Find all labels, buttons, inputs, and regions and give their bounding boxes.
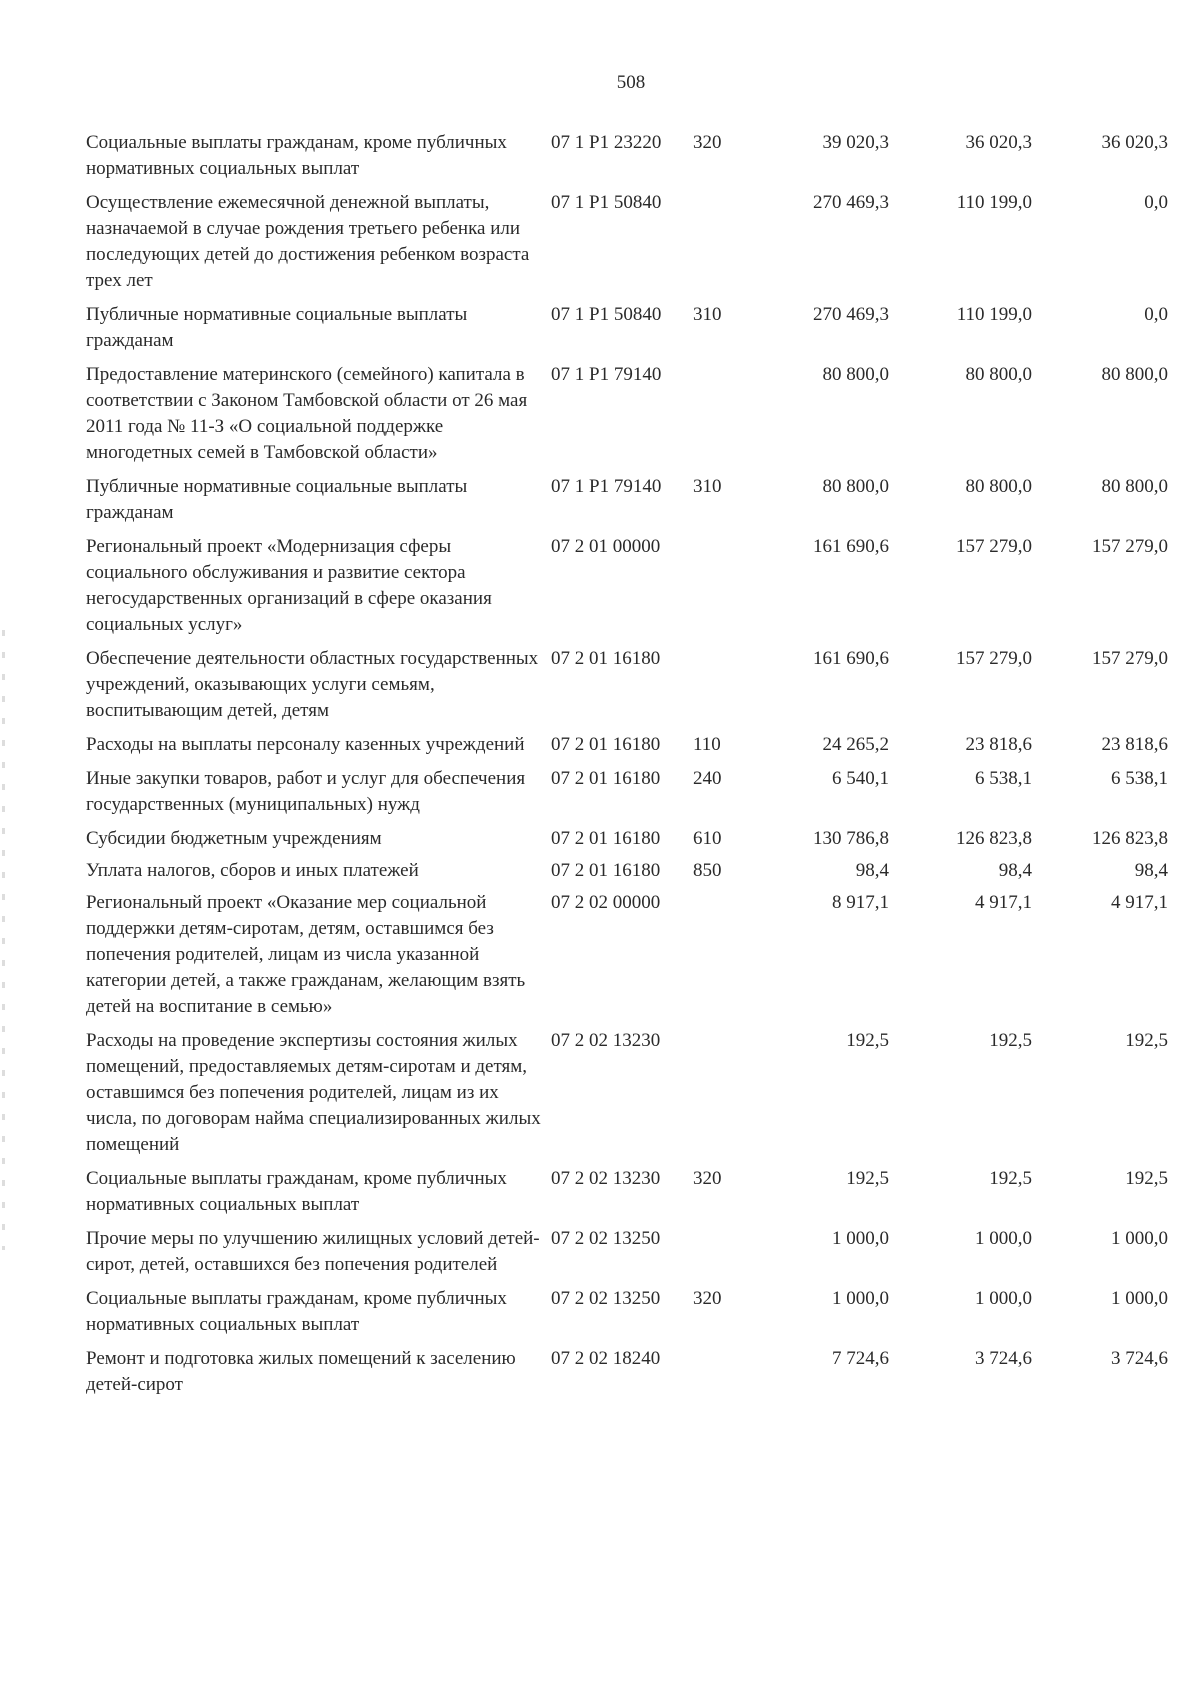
row-value-1: 80 800,0 [822, 364, 889, 385]
row-expense-type: 850 [693, 860, 722, 881]
row-code: 07 2 02 18240 [551, 1348, 661, 1369]
row-value-1: 270 469,3 [813, 304, 889, 325]
row-code: 07 1 P1 23220 [551, 132, 662, 153]
row-code: 07 1 P1 50840 [551, 192, 662, 213]
row-code: 07 2 01 16180 [551, 768, 661, 789]
row-value-3: 192,5 [1125, 1168, 1168, 1189]
row-expense-type: 310 [693, 304, 722, 325]
table-row [86, 1226, 1168, 1278]
table-row [86, 474, 1168, 526]
row-value-2: 6 538,1 [975, 768, 1032, 789]
row-value-1: 80 800,0 [822, 476, 889, 497]
row-code: 07 2 01 00000 [551, 536, 661, 557]
row-code: 07 1 P1 79140 [551, 476, 662, 497]
row-expense-type: 110 [693, 734, 721, 755]
row-value-3: 157 279,0 [1092, 648, 1168, 669]
table-row [86, 890, 1168, 1020]
row-code: 07 2 01 16180 [551, 734, 661, 755]
table-row [86, 362, 1168, 466]
row-value-2: 98,4 [998, 860, 1032, 881]
row-value-3: 3 724,6 [1111, 1348, 1168, 1369]
row-value-3: 0,0 [1144, 192, 1168, 213]
row-name: Осуществление ежемесячной денежной выплаты, назначаемой в случае рождения третьего ребенка или последующих детей до достижения ребенком возраста трех лет [86, 192, 530, 291]
row-value-3: 23 818,6 [1101, 734, 1168, 755]
page-number: 508 [616, 72, 646, 93]
row-code: 07 2 02 13230 [551, 1168, 661, 1189]
row-code: 07 2 01 16180 [551, 648, 661, 669]
row-value-2: 1 000,0 [975, 1288, 1032, 1309]
row-value-1: 161 690,6 [813, 536, 889, 557]
row-value-1: 192,5 [846, 1168, 889, 1189]
row-value-3: 126 823,8 [1092, 828, 1168, 849]
row-expense-type: 320 [693, 1168, 722, 1189]
row-value-1: 1 000,0 [832, 1288, 889, 1309]
table-row [86, 732, 1168, 758]
row-value-3: 6 538,1 [1111, 768, 1168, 789]
row-name: Социальные выплаты гражданам, кроме публичных нормативных социальных выплат [86, 1168, 507, 1215]
row-value-2: 4 917,1 [975, 892, 1032, 913]
table-row [86, 826, 1168, 852]
budget-table [86, 130, 1168, 1406]
row-value-3: 0,0 [1144, 304, 1168, 325]
row-value-3: 1 000,0 [1111, 1288, 1168, 1309]
row-expense-type: 610 [693, 828, 722, 849]
row-value-2: 3 724,6 [975, 1348, 1032, 1369]
row-code: 07 2 02 00000 [551, 892, 661, 913]
row-name: Предоставление материнского (семейного) капитала в соответствии с Законом Тамбовской области от 26 мая 2011 года № 11-З «О социальной поддержке многодетных семей в Тамбовской области» [86, 364, 528, 463]
row-name: Региональный проект «Оказание мер социальной поддержки детям-сиротам, детям, оставшимся без попечения родителей, лицам из числа указанной категории детей, а также гражданам, желающим взять детей на воспитание в семью» [86, 892, 526, 1017]
table-row [86, 1028, 1168, 1158]
row-value-1: 24 265,2 [822, 734, 889, 755]
row-code: 07 2 01 16180 [551, 860, 661, 881]
row-value-1: 8 917,1 [832, 892, 889, 913]
row-name: Публичные нормативные социальные выплаты гражданам [86, 304, 468, 351]
row-name: Субсидии бюджетным учреждениям [86, 828, 382, 849]
row-value-3: 157 279,0 [1092, 536, 1168, 557]
row-value-2: 126 823,8 [956, 828, 1032, 849]
row-value-2: 157 279,0 [956, 648, 1032, 669]
table-row [86, 1346, 1168, 1398]
table-row [86, 766, 1168, 818]
row-code: 07 1 P1 50840 [551, 304, 662, 325]
row-name: Ремонт и подготовка жилых помещений к заселению детей-сирот [86, 1348, 516, 1395]
row-value-1: 6 540,1 [832, 768, 889, 789]
row-name: Обеспечение деятельности областных государственных учреждений, оказывающих услуги семьям, воспитывающим детей, детям [86, 648, 539, 721]
row-value-1: 7 724,6 [832, 1348, 889, 1369]
row-value-2: 80 800,0 [965, 476, 1032, 497]
scan-edge-marks [2, 630, 5, 1250]
table-row [86, 858, 1168, 884]
row-code: 07 2 02 13250 [551, 1288, 661, 1309]
row-value-1: 98,4 [855, 860, 889, 881]
row-value-3: 1 000,0 [1111, 1228, 1168, 1249]
row-value-3: 80 800,0 [1101, 364, 1168, 385]
row-value-3: 98,4 [1134, 860, 1168, 881]
row-value-2: 23 818,6 [965, 734, 1032, 755]
row-code: 07 2 02 13250 [551, 1228, 661, 1249]
row-name: Социальные выплаты гражданам, кроме публичных нормативных социальных выплат [86, 1288, 507, 1335]
row-value-1: 270 469,3 [813, 192, 889, 213]
table-row [86, 190, 1168, 294]
row-expense-type: 320 [693, 132, 722, 153]
row-name: Расходы на выплаты персоналу казенных учреждений [86, 734, 525, 755]
row-expense-type: 240 [693, 768, 722, 789]
row-value-1: 1 000,0 [832, 1228, 889, 1249]
table-row [86, 130, 1168, 182]
row-value-3: 4 917,1 [1111, 892, 1168, 913]
row-value-2: 1 000,0 [975, 1228, 1032, 1249]
row-code: 07 1 P1 79140 [551, 364, 662, 385]
row-name: Прочие меры по улучшению жилищных условий детей-сирот, детей, оставшихся без попечения родителей [86, 1228, 540, 1275]
row-value-3: 36 020,3 [1101, 132, 1168, 153]
row-name: Иные закупки товаров, работ и услуг для обеспечения государственных (муниципальных) нужд [86, 768, 526, 815]
row-value-2: 157 279,0 [956, 536, 1032, 557]
row-value-2: 192,5 [989, 1168, 1032, 1189]
row-value-2: 80 800,0 [965, 364, 1032, 385]
table-row [86, 1286, 1168, 1338]
row-value-1: 192,5 [846, 1030, 889, 1051]
row-value-1: 130 786,8 [813, 828, 889, 849]
row-name: Уплата налогов, сборов и иных платежей [86, 860, 419, 881]
row-name: Социальные выплаты гражданам, кроме публичных нормативных социальных выплат [86, 132, 507, 179]
table-row [86, 534, 1168, 638]
row-name: Региональный проект «Модернизация сферы социального обслуживания и развитие сектора негосударственных организаций в сфере оказания социальных услуг» [86, 536, 492, 635]
table-row [86, 646, 1168, 724]
row-value-1: 39 020,3 [822, 132, 889, 153]
row-code: 07 2 01 16180 [551, 828, 661, 849]
row-code: 07 2 02 13230 [551, 1030, 661, 1051]
row-value-2: 36 020,3 [965, 132, 1032, 153]
row-name: Публичные нормативные социальные выплаты гражданам [86, 476, 468, 523]
row-value-2: 110 199,0 [956, 304, 1032, 325]
row-value-2: 192,5 [989, 1030, 1032, 1051]
table-row [86, 302, 1168, 354]
table-row [86, 1166, 1168, 1218]
row-value-2: 110 199,0 [956, 192, 1032, 213]
row-value-1: 161 690,6 [813, 648, 889, 669]
row-expense-type: 310 [693, 476, 722, 497]
row-name: Расходы на проведение экспертизы состояния жилых помещений, предоставляемых детям-сиротам и детям, оставшимся без попечения родителей, лицам из их числа, по договорам найма специализированных жилых помещений [86, 1030, 541, 1155]
row-value-3: 192,5 [1125, 1030, 1168, 1051]
row-expense-type: 320 [693, 1288, 722, 1309]
row-value-3: 80 800,0 [1101, 476, 1168, 497]
